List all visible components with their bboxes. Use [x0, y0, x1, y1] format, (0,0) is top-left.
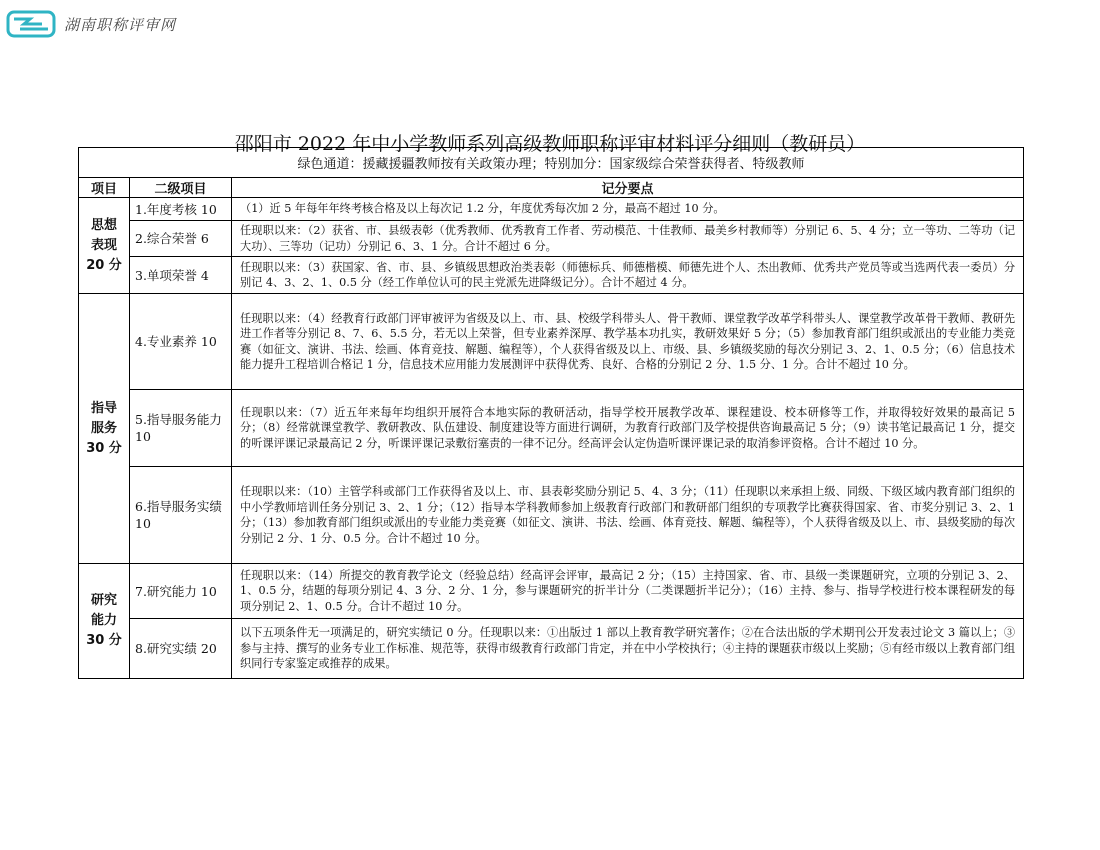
sub-item: [130, 467, 232, 564]
sub-item-label: 8.研究实绩 20: [135, 641, 217, 657]
policy-banner: 绿色通道：援藏援疆教师按有关政策办理；特别加分：国家级综合荣誉获得者、特级教师: [79, 148, 1024, 178]
sub-item: [130, 390, 232, 467]
document-title: 邵阳市 2022 年中小学教师系列高级教师职称评审材料评分细则（教研员）: [234, 132, 866, 155]
scoring-points: [232, 564, 1024, 619]
sub-item-label: 6.指导服务实绩 10: [135, 499, 222, 532]
column-header: 记分要点: [232, 178, 1024, 198]
category-cell: [79, 198, 130, 294]
sub-item-label: 3.单项荣誉 4: [135, 267, 209, 283]
category-cell: [79, 564, 130, 679]
site-logo[interactable]: [6, 10, 176, 38]
scoring-points-text: 任现职以来：（3）获国家、省、市、县、乡镇级思想政治类表彰（师德标兵、师德楷模、师德先进个人、杰出教师、优秀共产党员等或当选两代表一委员）分别记 4、3、2、1、0.5 分（经工作单位认可的民主党派先进降级记分）。合计不超过 4 分。: [240, 260, 1016, 290]
column-header: 二级项目: [130, 178, 232, 198]
category-cell: [79, 294, 130, 564]
category-score: 30 分: [86, 440, 122, 456]
hnzcps-logo-icon: [6, 10, 56, 38]
category-name: 思想表现: [91, 217, 118, 253]
sub-item-label: 4.专业素养 10: [135, 334, 217, 350]
table-row: [79, 467, 1024, 564]
scoring-points: [232, 619, 1024, 679]
scoring-points: [232, 390, 1024, 467]
scoring-points-text: 任现职以来：（4）经教育行政部门评审被评为省级及以上、市、县、校级学科带头人、骨干教师、课堂教学改革学科带头人、课堂教学改革骨干教师、教研先进工作者等分别记 8、7、6、5.5 分，若无以上荣誉，但专业素养深厚、教学基本功扎实，教研效果好 5 分；（5）参加教育部门组织或派出的专业能力类竞赛（如征文、演讲、书法、绘画、体育竞技、解题、编程等），个人获得省级及以上、市级、县、乡镇级奖励的每次分别记 3、2、1、0.5 分；（6）信息技术能力提升工程培训合格记 1 分，信息技术应用能力发展测评中获得优秀、良好、合格的分别记 2 分、1.5 分、1 分。合计不超过 10 分。: [240, 311, 1016, 372]
table-row: [79, 221, 1024, 257]
category-name: 指导服务: [91, 400, 118, 436]
column-header: 项目: [79, 178, 130, 198]
scoring-points-text: 任现职以来：（7）近五年来每年均组织开展符合本地实际的教研活动，指导学校开展教学改革、课程建设、校本研修等工作，并取得较好效果的最高记 5 分；（8）经常就课堂教学、教研教改、队伍建设、制度建设等方面进行调研，为教育行政部门及学校提供咨询最高记 5 分；（9）读书笔记最高记 1 分，提交的听课评课记录最高记 2 分，听课评课记录敷衍塞责的一律不记分。经高评会认定伪造听课评课记录的取消参评资格。合计不超过 10 分。: [240, 405, 1016, 450]
scoring-points-text: 任现职以来：（2）获省、市、县级表彰（优秀教师、优秀教育工作者、劳动模范、十佳教师、最美乡村教师等）分别记 6、5、4 分；立一等功、二等功（记大功）、三等功（记功）分别记 6、3、1 分。合计不超过 6 分。: [240, 224, 1016, 253]
logo-text: 湖南职称评审网: [64, 15, 177, 34]
sub-item-label: 1.年度考核 10: [135, 201, 217, 217]
category-name: 研究能力: [91, 593, 118, 629]
sub-item-label: 2.综合荣誉 6: [135, 231, 209, 247]
scoring-points: [232, 467, 1024, 564]
table-row: [79, 390, 1024, 467]
sub-item-label: 5.指导服务能力 10: [135, 412, 222, 445]
table-header-row: [79, 178, 1024, 198]
scoring-points-text: 任现职以来：（14）所提交的教育教学论文（经验总结）经高评会评审，最高记 2 分；（15）主持国家、省、市、县级一类课题研究，立项的分别记 3、2、1、0.5 分，结题的每项分别记 4、3 分、2 分、1 分，参与课题研究的折半计分（二类课题折半记分）；（16）主持、参与、指导学校进行校本课程研发的每项分别记 2、1、0.5 分。合计不超过 10 分。: [240, 568, 1016, 613]
category-score: 30 分: [86, 633, 122, 649]
scoring-points: [232, 221, 1024, 257]
scoring-points-text: （1）近 5 年每年年终考核合格及以上每次记 1.2 分，年度优秀每次加 2 分，最高不超过 10 分。: [240, 202, 725, 216]
table-row: [79, 294, 1024, 390]
sub-item: [130, 294, 232, 390]
table-row: [79, 564, 1024, 619]
sub-item: [130, 619, 232, 679]
sub-item: [130, 221, 232, 257]
scoring-points: [232, 198, 1024, 221]
scoring-table: [78, 147, 1024, 679]
scoring-points: [232, 294, 1024, 390]
scoring-points: [232, 257, 1024, 294]
table-row: [79, 198, 1024, 221]
sub-item: [130, 257, 232, 294]
scoring-points-text: 以下五项条件无一项满足的，研究实绩记 0 分。任现职以来：①出版过 1 部以上教育教学研究著作；②在合法出版的学术期刊公开发表过论文 3 篇以上；③参与主持、撰写的业务专业工作标准、规范等，获得市级教育行政部门肯定，并在中小学校执行；④主持的课题获市级以上奖励；⑤有经市级以上教育部门组织同行专家鉴定或推荐的成果。: [240, 626, 1016, 671]
table-row: [79, 619, 1024, 679]
scoring-points-text: 任现职以来：（10）主管学科或部门工作获得省及以上、市、县表彰奖励分别记 5、4、3 分；（11）任现职以来承担上级、同级、下级区域内教育部门组织的中小学教师培训任务分别记 3、2、1 分；（12）指导本学科教师参加上级教育行政部门和教研部门组织的专项教学比赛获得国家、省、市奖分别记 3、2、1 分；（13）参加教育部门组织或派出的专业能力类竞赛（如征文、演讲、书法、绘画、体育竞技、解题、编程等），个人获得省级及以上、市、县级奖励的每次分别记 2 分、1 分、0.5 分。合计不超过 10 分。: [240, 485, 1016, 545]
sub-item-label: 7.研究能力 10: [135, 583, 217, 599]
sub-item: [130, 564, 232, 619]
category-score: 20 分: [86, 257, 122, 273]
sub-item: [130, 198, 232, 221]
table-row: [79, 257, 1024, 294]
